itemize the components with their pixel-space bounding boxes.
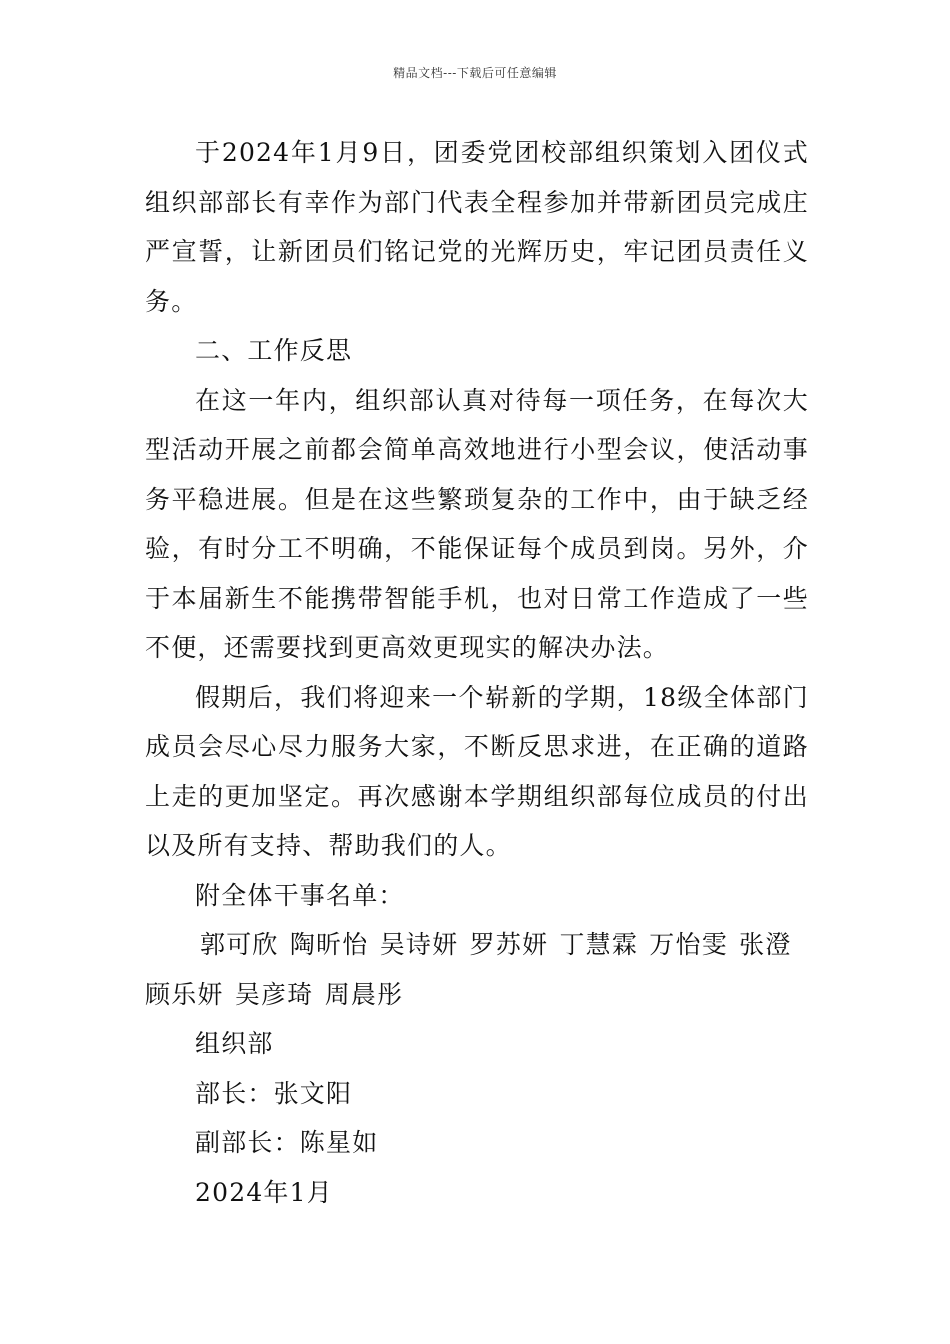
- staff-name: 吴彦琦: [234, 979, 314, 1009]
- staff-name: 丁慧霖: [559, 930, 639, 959]
- signature-deputy: 副部长：陈星如: [195, 1128, 379, 1157]
- staff-name: 张澄: [739, 930, 792, 959]
- paragraph-outlook: 假期后，我们将迎来一个崭新的学期，18级全体部门成员会尽心尽力服务大家，不断反思求进，在正确的道路上走的更加坚定。再次感谢本学期组织部每位成员的付出以及所有支持、帮助我们的人。: [145, 682, 809, 860]
- staff-name: 万怡雯: [649, 930, 728, 959]
- signature-department: 组织部: [195, 1029, 274, 1058]
- staff-name: 顾乐妍: [145, 979, 224, 1009]
- signature-head: 部长：张文阳: [195, 1078, 353, 1108]
- staff-list-label: 附全体干事名单：: [195, 880, 405, 910]
- staff-name: 吴诗妍: [379, 930, 459, 959]
- staff-name: 郭可欣: [200, 930, 279, 959]
- paragraph-induction-ceremony: 于2024年1月9日，团委党团校部组织策划入团仪式组织部部长有幸作为部门代表全程参加并带新团员完成庄严宣誓，让新团员们铭记党的光辉历史，牢记团员责任义务。: [145, 138, 809, 316]
- staff-name: 陶昕怡: [289, 930, 369, 959]
- signature-date: 2024年1月: [195, 1177, 333, 1207]
- paragraph-reflection: 在这一年内，组织部认真对待每一项任务，在每次大型活动开展之前都会简单高效地进行小型会议，使活动事务平稳进展。但是在这些繁琐复杂的工作中，由于缺乏经验，有时分工不明确，不能保证每个成员到岗。另外，介于本届新生不能携带智能手机，也对日常工作造成了一些不便，还需要找到更高效更现实的解决办法。: [145, 385, 809, 662]
- staff-name: 周晨彤: [324, 979, 404, 1009]
- staff-name: 罗苏妍: [469, 930, 549, 959]
- page-header: 精品文档---下载后可任意编辑: [393, 66, 557, 80]
- document-body: [145, 128, 809, 1217]
- section-heading-work-reflection: 二、工作反思: [195, 336, 353, 365]
- staff-name-list: [145, 920, 809, 1019]
